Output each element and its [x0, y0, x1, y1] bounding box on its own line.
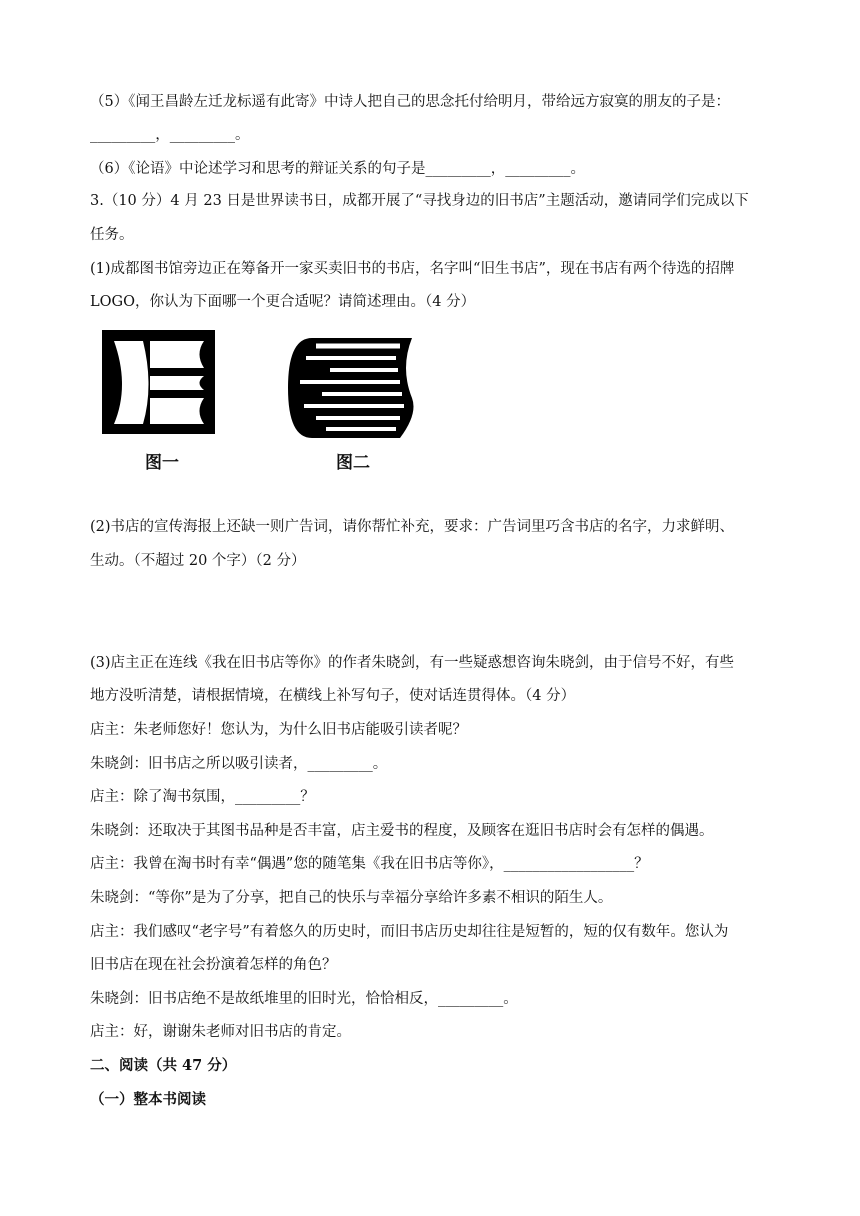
dialogue-line-6: 朱晓剑：“等你”是为了分享，把自己的快乐与幸福分享给许多素不相识的陌生人。 [90, 890, 613, 906]
section-2-1-heading: （一）整本书阅读 [90, 1091, 206, 1108]
part-1-line-1: (1)成都图书馆旁边正在筹备开一家买卖旧书的书店，名字叫“旧生书店”，现在书店有两个待选的招牌 [90, 261, 735, 277]
part-2-line-1: (2)书店的宣传海报上还缺一则广告词，请你帮忙补充，要求：广告词里巧含书店的名字，力求鲜明、 [90, 519, 735, 535]
part-1-line-2: LOGO，你认为下面哪一个更合适呢？请简述理由。（4 分） [90, 294, 476, 310]
part-2-line-2: 生动。（不超过 20 个字）（2 分） [90, 553, 306, 569]
figure-2-caption: 图二 [336, 453, 370, 473]
part-3-line-1: (3)店主正在连线《我在旧书店等你》的作者朱晓剑，有一些疑惑想咨询朱晓剑，由于信号不好，有些 [90, 655, 735, 671]
dialogue-line-5: 店主：我曾在淘书时有幸“偶遇”您的随笔集《我在旧书店等你》，__________________？ [90, 856, 649, 872]
logo-figures [100, 328, 440, 473]
dialogue-line-9: 店主：好，谢谢朱老师对旧书店的肯定。 [90, 1024, 351, 1040]
question-5-line-2: _________，_________。 [90, 127, 250, 143]
question-3-line-2: 任务。 [90, 227, 134, 243]
dialogue-line-1: 店主：朱老师您好！您认为，为什么旧书店能吸引读者呢？ [90, 722, 467, 738]
section-2-heading: 二、阅读（共 47 分） [90, 1057, 237, 1074]
dialogue-line-8: 朱晓剑：旧书店绝不是故纸堆里的旧时光，恰恰相反，_________。 [90, 991, 518, 1007]
question-6: （6）《论语》中论述学习和思考的辩证关系的句子是_________，_________。 [90, 161, 585, 177]
figure-1-caption: 图一 [145, 453, 179, 473]
dialogue-line-4: 朱晓剑：还取决于其图书品种是否丰富，店主爱书的程度，及顾客在逛旧书店时会有怎样的偶遇。 [90, 823, 714, 839]
part-3-line-2: 地方没听清楚，请根据情境，在横线上补写句子，使对话连贯得体。（4 分） [90, 688, 576, 704]
figure-2-logo [288, 338, 414, 438]
figure-1-logo [102, 330, 215, 434]
dialogue-line-3: 店主：除了淘书氛围，_________？ [90, 789, 315, 805]
question-3-line-1: 3.（10 分）4 月 23 日是世界读书日，成都开展了“寻找身边的旧书店”主题活动，邀请同学们完成以下 [90, 193, 749, 209]
dialogue-line-2: 朱晓剑：旧书店之所以吸引读者，_________。 [90, 756, 388, 772]
question-5-line-1: （5）《闻王昌龄左迁龙标遥有此寄》中诗人把自己的思念托付给明月，带给远方寂寞的朋友的子是： [90, 94, 730, 110]
dialogue-line-7b: 旧书店在现在社会扮演着怎样的角色？ [90, 957, 337, 973]
dialogue-line-7a: 店主：我们感叹“老字号”有着悠久的历史时，而旧书店历史却往往是短暂的，短的仅有数年。您认为 [90, 924, 729, 940]
